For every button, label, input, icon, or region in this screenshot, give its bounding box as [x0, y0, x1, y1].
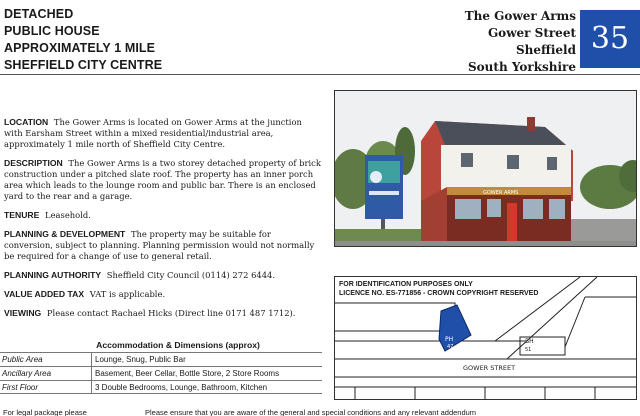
- heading-line: APPROXIMATELY 1 MILE: [4, 41, 156, 55]
- footer-legal-note: For legal package please: [3, 408, 87, 416]
- address-line: Gower Street: [487, 26, 576, 40]
- section-location: [4, 117, 322, 150]
- bh-label: BH: [525, 338, 534, 345]
- lot-number-badge: 35: [580, 10, 640, 68]
- street-label: GOWER STREET: [463, 364, 516, 372]
- table-row: [0, 352, 322, 366]
- section-text: The Gower Arms is a two storey detached property of brick construction under a pitched slate roof. The property has an inner porch area which leads to the lounge room and public bar. There is an enclosed yard to the rear and a garage.: [4, 158, 321, 201]
- header-divider: [0, 74, 640, 75]
- heading-line: SHEFFIELD CITY CENTRE: [4, 58, 163, 72]
- ph-label: PH: [445, 336, 454, 343]
- section-key: PLANNING AUTHORITY: [4, 270, 102, 280]
- pub-sign-text: GOWER ARMS: [483, 190, 519, 196]
- location-map: [334, 276, 637, 400]
- bh-number: 51: [525, 347, 532, 353]
- section-text: Please contact Rachael Hicks (Direct line 0171 487 1712).: [46, 308, 296, 318]
- property-details: [4, 117, 322, 327]
- section-text: Sheffield City Council (0114) 272 6444.: [106, 270, 276, 280]
- address-line: Sheffield: [515, 43, 576, 57]
- section-text: Leasehold.: [45, 210, 91, 220]
- section-vat: [4, 289, 322, 300]
- section-key: PLANNING & DEVELOPMENT: [4, 229, 126, 239]
- section-key: VALUE ADDED TAX: [4, 289, 85, 299]
- table-row: [0, 366, 322, 380]
- property-photo: [334, 90, 637, 247]
- footer-conditions-note: Please ensure that you are aware of the general and special conditions and any relevant addendum: [145, 408, 477, 416]
- map-note-line: LICENCE NO. ES-771856 - CROWN COPYRIGHT RESERVED: [339, 290, 539, 297]
- section-viewing: [4, 308, 322, 319]
- area-cell: Public Area: [0, 353, 92, 366]
- heading-line: PUBLIC HOUSE: [4, 24, 100, 38]
- table-row: [0, 380, 322, 394]
- accommodation-title: Accommodation & Dimensions (approx): [96, 340, 260, 350]
- area-cell: First Floor: [0, 381, 92, 393]
- section-key: DESCRIPTION: [4, 158, 63, 168]
- section-planning-authority: [4, 270, 322, 281]
- property-type-heading: [4, 6, 264, 74]
- details-cell: Lounge, Snug, Public Bar: [95, 355, 186, 364]
- section-key: VIEWING: [4, 308, 42, 318]
- area-cell: Ancillary Area: [0, 367, 92, 380]
- section-planning-development: [4, 229, 322, 262]
- section-key: TENURE: [4, 210, 40, 220]
- section-key: LOCATION: [4, 117, 49, 127]
- details-cell: Basement, Beer Cellar, Bottle Store, 2 Store Rooms: [95, 369, 280, 378]
- ph-number: 47: [447, 344, 454, 350]
- section-tenure: [4, 210, 322, 221]
- address-line: The Gower Arms: [464, 9, 576, 23]
- property-address: [465, 8, 576, 76]
- section-text: The property may be suitable for conversion, subject to planning. Planning permission would not normally be required for a change of use to general retail.: [4, 229, 315, 261]
- section-text: VAT is applicable.: [89, 289, 166, 299]
- details-cell: 3 Double Bedrooms, Lounge, Bathroom, Kitchen: [95, 383, 268, 392]
- section-text: The Gower Arms is located on Gower Arms at the junction with Earsham Street within a mixed residential/industrial area, approximately 1 mile north of Sheffield City Centre.: [4, 117, 302, 149]
- section-description: [4, 158, 322, 202]
- address-line: South Yorkshire: [468, 60, 576, 74]
- accommodation-table: [0, 338, 322, 394]
- map-note-line: FOR IDENTIFICATION PURPOSES ONLY: [339, 281, 473, 288]
- heading-line: DETACHED: [4, 7, 74, 21]
- map-licence-note: [339, 280, 538, 298]
